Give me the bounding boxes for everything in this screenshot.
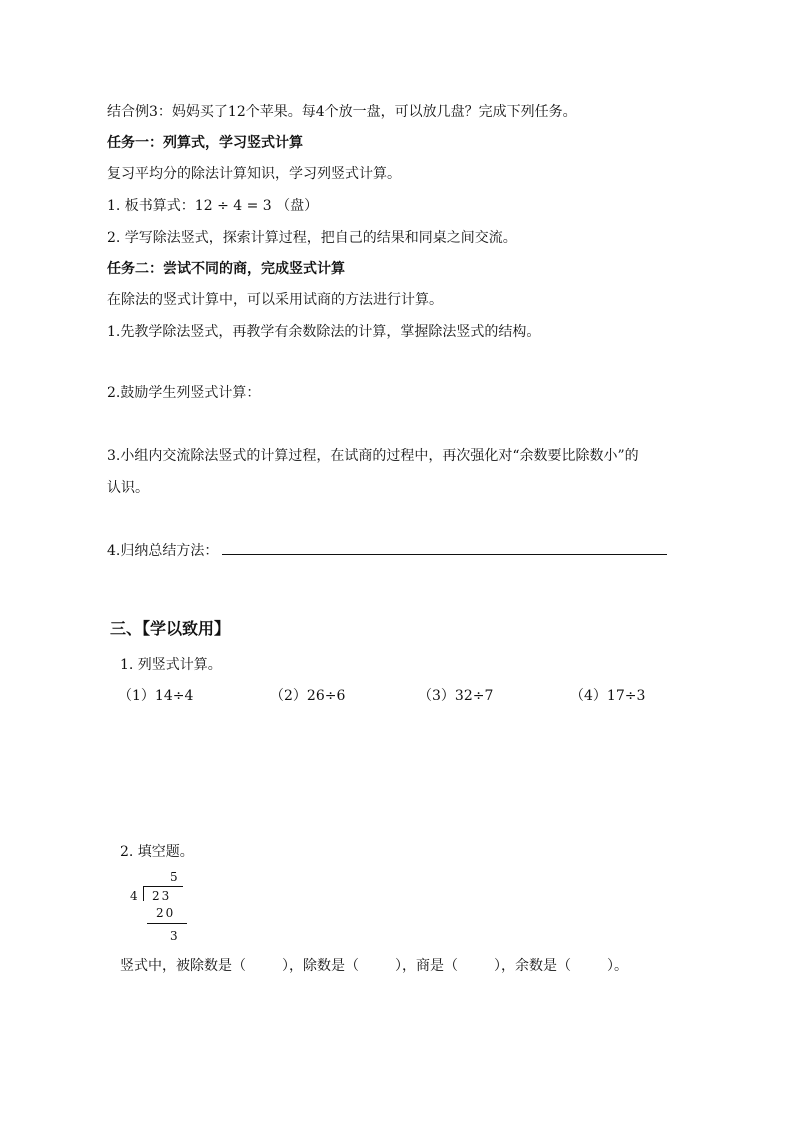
q1-item-3: （3）32÷7	[418, 688, 494, 704]
task1-title: 任务一：列算式，学习竖式计算	[107, 135, 303, 151]
task2-desc: 在除法的竖式计算中，可以采用试商的方法进行计算。	[107, 292, 443, 308]
ld-bracket	[143, 886, 144, 901]
task2-item4	[107, 540, 667, 561]
fill-blank-sentence	[120, 956, 628, 976]
long-division	[120, 868, 200, 948]
q2-label: 2. 填空题。	[120, 844, 194, 860]
summary-blank[interactable]	[222, 540, 667, 555]
q1-items	[0, 686, 794, 706]
task2-item2: 2.鼓励学生列竖式计算：	[107, 385, 261, 401]
fill-part-1: 竖式中，被除数是（	[120, 958, 246, 974]
task2-item3-line2: 认识。	[107, 480, 149, 496]
q1-item-2: （2）26÷6	[270, 688, 346, 704]
ld-top-rule	[143, 886, 183, 887]
task2-item4-label: 4.归纳总结方法：	[107, 543, 219, 559]
task2-item3-line1: 3.小组内交流除法竖式的计算过程，在试商的过程中，再次强化对“余数要比除数小”的	[107, 448, 639, 464]
task2-item1: 1.先教学除法竖式，再教学有余数除法的计算，掌握除法竖式的结构。	[107, 324, 541, 340]
ld-divisor: 4	[130, 889, 138, 903]
q1-item-1: （1）14÷4	[118, 688, 194, 704]
task1-item2: 2. 学写除法竖式，探索计算过程，把自己的结果和同桌之间交流。	[107, 230, 517, 246]
ld-bottom-rule	[147, 923, 187, 924]
task2-title: 任务二：尝试不同的商，完成竖式计算	[107, 261, 345, 277]
ld-quotient: 5	[170, 870, 178, 884]
task1-item1: 1. 板书算式：12 ÷ 4 = 3 （盘）	[107, 198, 319, 214]
q1-label: 1. 列竖式计算。	[120, 657, 222, 673]
ld-dividend: 23	[152, 889, 172, 903]
task1-desc: 复习平均分的除法计算知识，学习列竖式计算。	[107, 166, 401, 182]
fill-part-5: ）。	[607, 958, 628, 974]
ld-remainder: 3	[170, 929, 178, 943]
ld-product: 20	[156, 906, 176, 920]
fill-part-2: ），除数是（	[282, 958, 359, 974]
fill-part-4: ），余数是（	[494, 958, 571, 974]
fill-part-3: ），商是（	[395, 958, 458, 974]
q1-item-4: （4）17÷3	[570, 688, 646, 704]
intro-text: 结合例3：妈妈买了12个苹果。每4个放一盘，可以放几盘？完成下列任务。	[107, 104, 577, 120]
section3-heading: 三、【学以致用】	[110, 619, 231, 638]
